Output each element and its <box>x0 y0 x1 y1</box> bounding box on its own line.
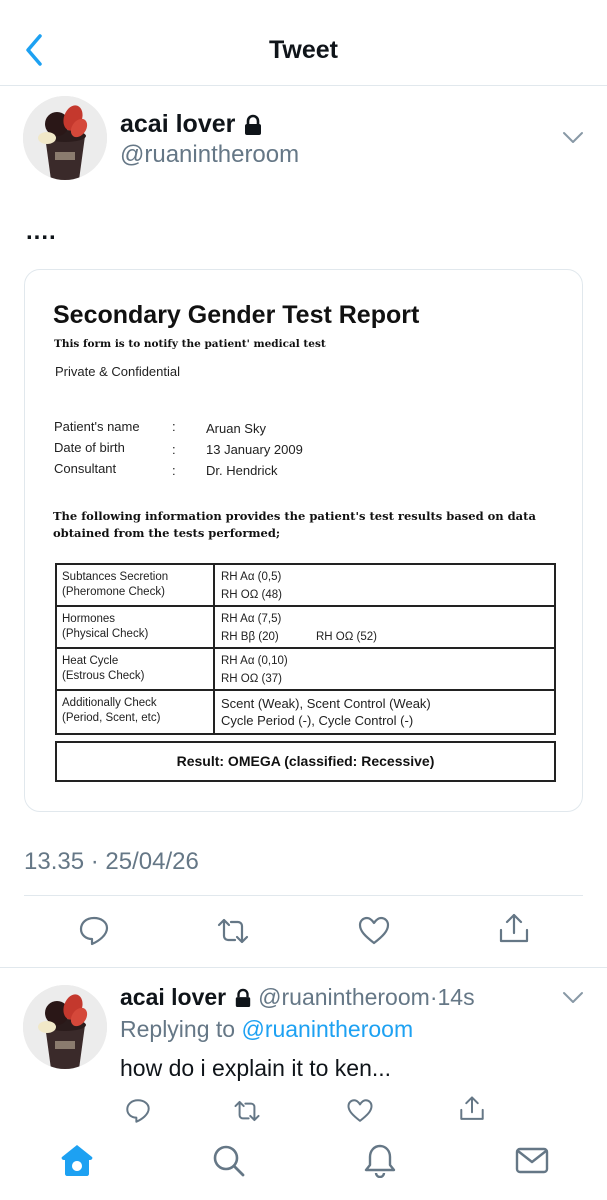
reply-icon[interactable] <box>124 1097 152 1125</box>
search-icon[interactable] <box>210 1142 246 1178</box>
field-label-consultant: Consultant <box>54 461 117 476</box>
field-label-name: Patient's name <box>54 419 140 434</box>
row-label: Additionally Check <box>62 697 157 709</box>
report-subtitle: This form is to notify the patient' medical test <box>54 338 326 350</box>
replying-to <box>120 1016 413 1043</box>
share-icon[interactable] <box>497 912 531 946</box>
retweet-icon[interactable] <box>216 914 250 948</box>
reply-time: 14s <box>437 984 475 1010</box>
lock-icon <box>243 114 263 136</box>
row-sublabel: (Estrous Check) <box>62 670 145 682</box>
report-info: The following information provides the patient's test results based on data obtained from the tests performed; <box>53 509 536 540</box>
reply-author-handle: @ruanintheroom <box>258 984 430 1010</box>
field-colon: : <box>172 419 176 434</box>
author-name-text: acai lover <box>120 110 236 138</box>
reply-separator: · <box>429 984 438 1010</box>
tweet-timestamp: 13.35 · 25/04/26 <box>24 848 199 875</box>
table-row <box>57 691 554 733</box>
row-label: Heat Cycle <box>62 655 119 667</box>
reply-author-name: acai lover <box>120 984 227 1010</box>
divider <box>0 967 607 968</box>
replying-prefix: Replying to <box>120 1016 242 1042</box>
lock-icon <box>234 988 252 1008</box>
table-cell <box>215 691 554 733</box>
report-title: Secondary Gender Test Report <box>53 301 420 329</box>
field-colon: : <box>172 463 176 478</box>
row-value: RH Bβ (20) <box>221 631 279 643</box>
avatar[interactable] <box>23 985 107 1069</box>
field-colon: : <box>172 442 176 457</box>
field-value-consultant: Dr. Hendrick <box>206 463 278 478</box>
chevron-down-icon[interactable] <box>562 991 584 1005</box>
reply-header[interactable] <box>120 984 475 1011</box>
field-value-name: Aruan Sky <box>206 421 266 436</box>
row-value: Scent (Weak), Scent Control (Weak) <box>221 696 431 711</box>
avatar[interactable] <box>23 96 107 180</box>
row-label: Hormones <box>62 613 116 625</box>
row-value: RH Aα (7,5) <box>221 613 282 625</box>
table-cell <box>57 691 215 733</box>
table-cell <box>215 607 554 647</box>
row-value: Cycle Period (-), Cycle Control (-) <box>221 713 414 728</box>
row-sublabel: (Period, Scent, etc) <box>62 712 161 724</box>
table-row <box>57 565 554 607</box>
report-result: Result: OMEGA (classified: Recessive) <box>55 741 556 782</box>
field-label-dob: Date of birth <box>54 440 125 455</box>
reply-icon[interactable] <box>77 914 111 948</box>
chevron-down-icon[interactable] <box>562 131 584 145</box>
share-icon[interactable] <box>458 1095 486 1123</box>
author-name[interactable] <box>120 110 263 139</box>
row-value: RH OΩ (52) <box>316 631 377 643</box>
table-row <box>57 607 554 649</box>
author-handle[interactable]: @ruanintheroom <box>120 141 300 168</box>
tweet-text: .... <box>26 218 57 245</box>
divider <box>24 895 583 896</box>
messages-icon[interactable] <box>514 1142 550 1178</box>
bottom-nav <box>0 1124 607 1200</box>
row-value: RH OΩ (48) <box>221 589 282 601</box>
row-label: Subtances Secretion <box>62 571 169 583</box>
replying-handle-link[interactable]: @ruanintheroom <box>241 1016 414 1042</box>
like-icon[interactable] <box>346 1097 374 1125</box>
table-row <box>57 649 554 691</box>
tweet-media[interactable] <box>24 269 583 812</box>
notifications-icon[interactable] <box>362 1142 398 1178</box>
row-value: RH Aα (0,5) <box>221 571 282 583</box>
table-cell <box>57 607 215 647</box>
row-sublabel: (Pheromone Check) <box>62 586 165 598</box>
table-cell <box>215 565 554 605</box>
reply-text: how do i explain it to ken... <box>120 1055 392 1081</box>
retweet-icon[interactable] <box>233 1097 261 1125</box>
row-value: RH Aα (0,10) <box>221 655 288 667</box>
field-value-dob: 13 January 2009 <box>206 442 303 457</box>
table-cell <box>57 565 215 605</box>
table-cell <box>215 649 554 689</box>
page-title: Tweet <box>269 36 338 64</box>
report-confidential: Private & Confidential <box>55 364 181 379</box>
like-icon[interactable] <box>357 914 391 948</box>
row-value: RH OΩ (37) <box>221 673 282 685</box>
top-bar <box>0 0 607 86</box>
results-table <box>55 563 556 735</box>
row-sublabel: (Physical Check) <box>62 628 149 640</box>
table-cell <box>57 649 215 689</box>
home-icon[interactable] <box>59 1142 95 1178</box>
